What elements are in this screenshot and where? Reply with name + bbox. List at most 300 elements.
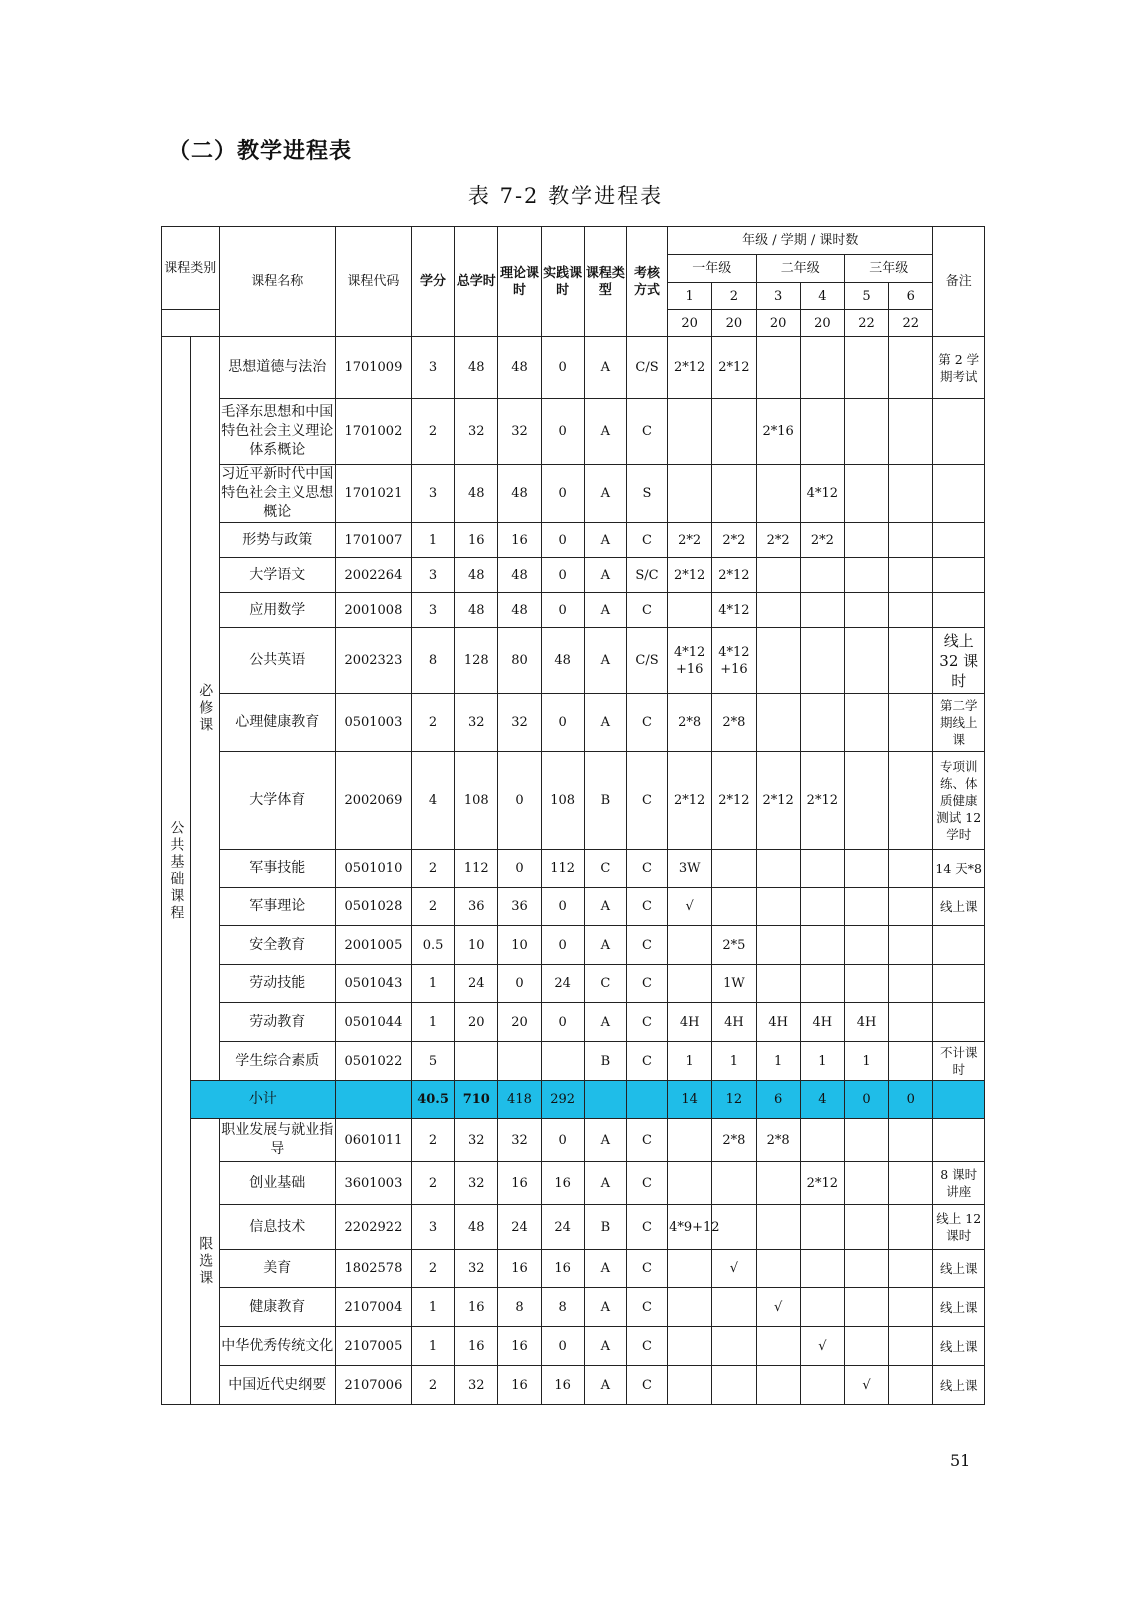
cell-total: 48 <box>455 593 498 628</box>
cell-s4: √ <box>800 1327 844 1366</box>
cell-theory: 36 <box>498 888 541 926</box>
cell-s4 <box>800 850 844 888</box>
course-name-cell: 毛泽东思想和中国特色社会主义理论体系概论 <box>219 399 335 465</box>
course-name-cell: 心理健康教育 <box>219 694 335 752</box>
cell-practice: 16 <box>541 1250 584 1288</box>
cell-s4 <box>800 628 844 694</box>
course-name-cell: 形势与政策 <box>219 523 335 558</box>
cell-practice: 0 <box>541 1327 584 1366</box>
subtotal-row <box>162 1081 985 1119</box>
table-row <box>162 1162 985 1205</box>
cell-s4 <box>800 888 844 926</box>
cell-s1 <box>668 926 712 965</box>
cell-credit: 1 <box>411 965 454 1003</box>
cell-s5 <box>844 1250 888 1288</box>
table-row <box>162 593 985 628</box>
subtotal-label: 小计 <box>190 1081 335 1119</box>
cell-total: 32 <box>455 694 498 752</box>
cell-s2 <box>712 399 756 465</box>
cell-s2 <box>712 1327 756 1366</box>
subtotal-practice: 292 <box>541 1081 584 1119</box>
cell-s6 <box>889 523 933 558</box>
cell-s5: 4H <box>844 1003 888 1042</box>
cell-exam: C <box>626 1003 667 1042</box>
subtotal-s5: 0 <box>844 1081 888 1119</box>
cell-type: A <box>584 337 626 399</box>
course-name-cell: 中华优秀传统文化 <box>219 1327 335 1366</box>
cell-total: 128 <box>455 628 498 694</box>
cell-s1: 2*12 <box>668 752 712 850</box>
cell-s6 <box>889 694 933 752</box>
table-row <box>162 926 985 965</box>
cell-code: 0501044 <box>335 1003 411 1042</box>
cell-s4: 2*12 <box>800 1162 844 1205</box>
cell-s1: 2*2 <box>668 523 712 558</box>
cell-type: A <box>584 1119 626 1162</box>
header-weeks: 20 <box>800 310 844 337</box>
cell-s2: 2*12 <box>712 752 756 850</box>
header-weeks: 20 <box>756 310 800 337</box>
cell-note: 线上课 <box>933 1288 985 1327</box>
cell-total: 108 <box>455 752 498 850</box>
cell-exam: C <box>626 1119 667 1162</box>
cell-credit: 2 <box>411 888 454 926</box>
header-semester: 2 <box>712 283 756 310</box>
cell-s1 <box>668 1119 712 1162</box>
cell-theory: 48 <box>498 558 541 593</box>
cell-s1 <box>668 1366 712 1405</box>
cell-s5 <box>844 888 888 926</box>
cell-type: B <box>584 752 626 850</box>
cell-credit: 4 <box>411 752 454 850</box>
cell-note: 不计课时 <box>933 1042 985 1081</box>
header-grade-semester: 年级 / 学期 / 课时数 <box>668 227 933 255</box>
cell-s4 <box>800 399 844 465</box>
cell-total: 20 <box>455 1003 498 1042</box>
cell-s3 <box>756 465 800 523</box>
cell-s5 <box>844 850 888 888</box>
cell-theory: 16 <box>498 1162 541 1205</box>
header-semester: 5 <box>844 283 888 310</box>
cell-s2: 2*12 <box>712 337 756 399</box>
header-weeks: 20 <box>668 310 712 337</box>
cell-s2 <box>712 465 756 523</box>
cell-exam: C <box>626 752 667 850</box>
cell-s3 <box>756 558 800 593</box>
cell-credit: 2 <box>411 850 454 888</box>
cell-s2 <box>712 888 756 926</box>
subtotal-note <box>933 1081 985 1119</box>
cell-total: 32 <box>455 1250 498 1288</box>
cell-s2 <box>712 1366 756 1405</box>
cell-code: 0501003 <box>335 694 411 752</box>
header-weeks: 20 <box>712 310 756 337</box>
cell-code: 0501028 <box>335 888 411 926</box>
cell-theory: 8 <box>498 1288 541 1327</box>
cell-note: 线上课 <box>933 1366 985 1405</box>
cell-theory: 20 <box>498 1003 541 1042</box>
cell-s3 <box>756 694 800 752</box>
table-row <box>162 1366 985 1405</box>
subtotal-s2: 12 <box>712 1081 756 1119</box>
cell-type: A <box>584 1366 626 1405</box>
cell-s4: 4*12 <box>800 465 844 523</box>
header-semester: 4 <box>800 283 844 310</box>
cell-credit: 2 <box>411 1366 454 1405</box>
cell-credit: 5 <box>411 1042 454 1081</box>
cell-s4: 1 <box>800 1042 844 1081</box>
required-label-cell <box>190 337 219 1081</box>
cell-practice <box>541 1042 584 1081</box>
header-course-type: 课程类型 <box>584 227 626 337</box>
cell-s1 <box>668 1162 712 1205</box>
cell-exam: C <box>626 1250 667 1288</box>
cell-practice: 0 <box>541 337 584 399</box>
cell-theory: 16 <box>498 1366 541 1405</box>
course-name-cell: 创业基础 <box>219 1162 335 1205</box>
cell-s1: 4*12 +16 <box>668 628 712 694</box>
cell-note: 线上 12 课时 <box>933 1205 985 1250</box>
cell-practice: 0 <box>541 465 584 523</box>
cell-s4: 2*12 <box>800 752 844 850</box>
cell-note <box>933 926 985 965</box>
cell-s1: 4H <box>668 1003 712 1042</box>
header-name: 课程名称 <box>219 227 335 337</box>
cell-s5 <box>844 752 888 850</box>
cell-total <box>455 1042 498 1081</box>
cell-s3 <box>756 593 800 628</box>
course-name-cell: 大学语文 <box>219 558 335 593</box>
cell-theory: 0 <box>498 965 541 1003</box>
table-row <box>162 1042 985 1081</box>
cell-s1: 4*9+12 <box>668 1205 712 1250</box>
cell-credit: 3 <box>411 558 454 593</box>
cell-theory: 10 <box>498 926 541 965</box>
cell-s3 <box>756 1162 800 1205</box>
cell-s3 <box>756 965 800 1003</box>
cell-s4 <box>800 1205 844 1250</box>
cell-s4 <box>800 558 844 593</box>
cell-credit: 3 <box>411 593 454 628</box>
course-name-cell: 劳动技能 <box>219 965 335 1003</box>
header-year2: 二年级 <box>756 255 844 283</box>
cell-code: 1701009 <box>335 337 411 399</box>
cell-s3: 2*12 <box>756 752 800 850</box>
cell-type: A <box>584 888 626 926</box>
cell-s2 <box>712 850 756 888</box>
course-name-cell: 学生综合素质 <box>219 1042 335 1081</box>
cell-code: 2002323 <box>335 628 411 694</box>
cell-s6 <box>889 465 933 523</box>
cell-exam: C <box>626 1162 667 1205</box>
cell-exam: C <box>626 1366 667 1405</box>
cell-s2: √ <box>712 1250 756 1288</box>
cell-s6 <box>889 1042 933 1081</box>
cell-practice: 0 <box>541 558 584 593</box>
cell-code: 0601011 <box>335 1119 411 1162</box>
cell-s3 <box>756 1327 800 1366</box>
cell-s1 <box>668 593 712 628</box>
cell-code: 0501022 <box>335 1042 411 1081</box>
cell-code: 1701007 <box>335 523 411 558</box>
header-year3: 三年级 <box>844 255 932 283</box>
subtotal-s1: 14 <box>668 1081 712 1119</box>
course-name-cell: 思想道德与法治 <box>219 337 335 399</box>
cell-code: 2107005 <box>335 1327 411 1366</box>
cell-s6 <box>889 399 933 465</box>
header-practice-hours: 实践课时 <box>541 227 584 337</box>
cell-s1 <box>668 1327 712 1366</box>
cell-theory: 32 <box>498 1119 541 1162</box>
cell-s6 <box>889 752 933 850</box>
cell-credit: 0.5 <box>411 926 454 965</box>
cell-s6 <box>889 593 933 628</box>
cell-s1: 2*12 <box>668 558 712 593</box>
cell-practice: 0 <box>541 926 584 965</box>
cell-note <box>933 399 985 465</box>
cell-type: A <box>584 1162 626 1205</box>
cell-s3 <box>756 888 800 926</box>
cell-total: 48 <box>455 558 498 593</box>
course-name-cell: 信息技术 <box>219 1205 335 1250</box>
page-number: 51 <box>950 1451 971 1470</box>
cell-type: A <box>584 558 626 593</box>
cell-practice: 16 <box>541 1366 584 1405</box>
course-name-cell: 应用数学 <box>219 593 335 628</box>
subtotal-s3: 6 <box>756 1081 800 1119</box>
course-name-cell: 中国近代史纲要 <box>219 1366 335 1405</box>
cell-practice: 8 <box>541 1288 584 1327</box>
header-total-hours: 总学时 <box>455 227 498 337</box>
cell-practice: 0 <box>541 523 584 558</box>
cell-theory: 0 <box>498 850 541 888</box>
cell-type: C <box>584 965 626 1003</box>
cell-type: B <box>584 1205 626 1250</box>
cell-s1: √ <box>668 888 712 926</box>
cell-total: 32 <box>455 1162 498 1205</box>
cell-exam: C <box>626 926 667 965</box>
cell-note <box>933 465 985 523</box>
cell-note: 线上课 <box>933 1327 985 1366</box>
cell-exam: C <box>626 1327 667 1366</box>
cell-code: 2001005 <box>335 926 411 965</box>
cell-note: 14 天*8 <box>933 850 985 888</box>
cell-s4: 2*2 <box>800 523 844 558</box>
cell-practice: 0 <box>541 593 584 628</box>
cell-practice: 0 <box>541 1119 584 1162</box>
subtotal-total: 710 <box>455 1081 498 1119</box>
cell-total: 112 <box>455 850 498 888</box>
cell-code: 2002264 <box>335 558 411 593</box>
cell-s1 <box>668 965 712 1003</box>
cell-credit: 2 <box>411 399 454 465</box>
header-code: 课程代码 <box>335 227 411 337</box>
table-row <box>162 752 985 850</box>
cell-s6 <box>889 1003 933 1042</box>
cell-s3 <box>756 1366 800 1405</box>
cell-s6 <box>889 1205 933 1250</box>
cell-exam: S/C <box>626 558 667 593</box>
cell-s1 <box>668 465 712 523</box>
cell-s2: 1 <box>712 1042 756 1081</box>
cell-note <box>933 965 985 1003</box>
cell-practice: 0 <box>541 888 584 926</box>
cell-practice: 24 <box>541 1205 584 1250</box>
header-weeks: 22 <box>889 310 933 337</box>
cell-type: B <box>584 1042 626 1081</box>
course-name-cell: 安全教育 <box>219 926 335 965</box>
cell-exam: C <box>626 888 667 926</box>
header-semester: 1 <box>668 283 712 310</box>
table-row <box>162 1119 985 1162</box>
cell-practice: 24 <box>541 965 584 1003</box>
header-exam-method: 考核方式 <box>626 227 667 337</box>
header-semester: 3 <box>756 283 800 310</box>
cell-note <box>933 1003 985 1042</box>
cell-s2: 4*12 +16 <box>712 628 756 694</box>
cell-s6 <box>889 1250 933 1288</box>
cell-theory: 32 <box>498 399 541 465</box>
header-theory-hours: 理论课时 <box>498 227 541 337</box>
cell-s3: 1 <box>756 1042 800 1081</box>
course-name-cell: 大学体育 <box>219 752 335 850</box>
cell-note <box>933 1119 985 1162</box>
cell-theory: 48 <box>498 465 541 523</box>
header-category: 课程类别 <box>162 227 220 310</box>
cell-exam: C/S <box>626 628 667 694</box>
cell-s5 <box>844 399 888 465</box>
cell-s6 <box>889 1119 933 1162</box>
cell-s6 <box>889 850 933 888</box>
cell-s2: 1W <box>712 965 756 1003</box>
cell-exam: S <box>626 465 667 523</box>
course-name-cell: 健康教育 <box>219 1288 335 1327</box>
cell-s3 <box>756 1205 800 1250</box>
cell-s2: 2*2 <box>712 523 756 558</box>
cell-s6 <box>889 628 933 694</box>
cell-s2: 2*5 <box>712 926 756 965</box>
cell-total: 16 <box>455 523 498 558</box>
cell-s3 <box>756 850 800 888</box>
cell-s5 <box>844 593 888 628</box>
teaching-schedule-table <box>161 226 985 1405</box>
table-row <box>162 558 985 593</box>
subtotal-s6: 0 <box>889 1081 933 1119</box>
cell-s4 <box>800 1119 844 1162</box>
cell-s3 <box>756 926 800 965</box>
cell-type: A <box>584 926 626 965</box>
cell-s3: 2*16 <box>756 399 800 465</box>
cell-credit: 1 <box>411 1003 454 1042</box>
course-name-cell: 公共英语 <box>219 628 335 694</box>
group-label-cell <box>162 337 191 1405</box>
table-row <box>162 1327 985 1366</box>
cell-credit: 3 <box>411 337 454 399</box>
table-row <box>162 850 985 888</box>
header-weeks: 22 <box>844 310 888 337</box>
cell-credit: 2 <box>411 694 454 752</box>
cell-s6 <box>889 558 933 593</box>
cell-s1: 2*12 <box>668 337 712 399</box>
cell-practice: 0 <box>541 399 584 465</box>
header-year1: 一年级 <box>668 255 756 283</box>
cell-s5: √ <box>844 1366 888 1405</box>
cell-code: 3601003 <box>335 1162 411 1205</box>
subtotal-code <box>335 1081 411 1119</box>
cell-exam: C <box>626 399 667 465</box>
cell-practice: 16 <box>541 1162 584 1205</box>
cell-theory: 16 <box>498 1250 541 1288</box>
header-semester: 6 <box>889 283 933 310</box>
cell-s6 <box>889 1366 933 1405</box>
cell-exam: C <box>626 694 667 752</box>
cell-s4 <box>800 337 844 399</box>
cell-code: 0501043 <box>335 965 411 1003</box>
cell-s2: 2*8 <box>712 694 756 752</box>
table-caption: 表 7-2 教学进程表 <box>467 184 664 208</box>
cell-type: A <box>584 523 626 558</box>
cell-type: A <box>584 593 626 628</box>
cell-type: A <box>584 1250 626 1288</box>
cell-exam: C <box>626 1205 667 1250</box>
cell-s1 <box>668 1250 712 1288</box>
course-name-cell: 职业发展与就业指导 <box>219 1119 335 1162</box>
header-credit: 学分 <box>411 227 454 337</box>
cell-s2 <box>712 1162 756 1205</box>
cell-s5 <box>844 558 888 593</box>
cell-type: A <box>584 465 626 523</box>
cell-s6 <box>889 1162 933 1205</box>
cell-s3 <box>756 628 800 694</box>
cell-total: 48 <box>455 465 498 523</box>
cell-s3 <box>756 1250 800 1288</box>
cell-total: 48 <box>455 337 498 399</box>
cell-s3: 4H <box>756 1003 800 1042</box>
cell-practice: 0 <box>541 1003 584 1042</box>
cell-s5 <box>844 694 888 752</box>
cell-code: 2002069 <box>335 752 411 850</box>
cell-total: 32 <box>455 399 498 465</box>
table-row <box>162 337 985 399</box>
cell-credit: 1 <box>411 1327 454 1366</box>
group-label-cell-label: 公共基础课程 <box>168 819 185 922</box>
cell-note <box>933 593 985 628</box>
cell-s6 <box>889 1327 933 1366</box>
cell-type: A <box>584 1327 626 1366</box>
cell-code: 1701002 <box>335 399 411 465</box>
cell-s1: 3W <box>668 850 712 888</box>
cell-s3: 2*8 <box>756 1119 800 1162</box>
cell-note <box>933 558 985 593</box>
cell-s4 <box>800 1366 844 1405</box>
cell-s1: 2*8 <box>668 694 712 752</box>
cell-credit: 3 <box>411 465 454 523</box>
cell-note: 8 课时讲座 <box>933 1162 985 1205</box>
cell-code: 2001008 <box>335 593 411 628</box>
cell-s4: 4H <box>800 1003 844 1042</box>
cell-note: 第二学期线上课 <box>933 694 985 752</box>
cell-s5 <box>844 628 888 694</box>
cell-total: 16 <box>455 1327 498 1366</box>
cell-credit: 1 <box>411 523 454 558</box>
cell-note: 专项训练、体质健康测试 12 学时 <box>933 752 985 850</box>
cell-s4 <box>800 926 844 965</box>
cell-credit: 2 <box>411 1162 454 1205</box>
course-name-cell: 军事技能 <box>219 850 335 888</box>
elective-label-cell <box>190 1119 219 1405</box>
cell-s6 <box>889 965 933 1003</box>
section-title: （二）教学进程表 <box>168 139 353 164</box>
